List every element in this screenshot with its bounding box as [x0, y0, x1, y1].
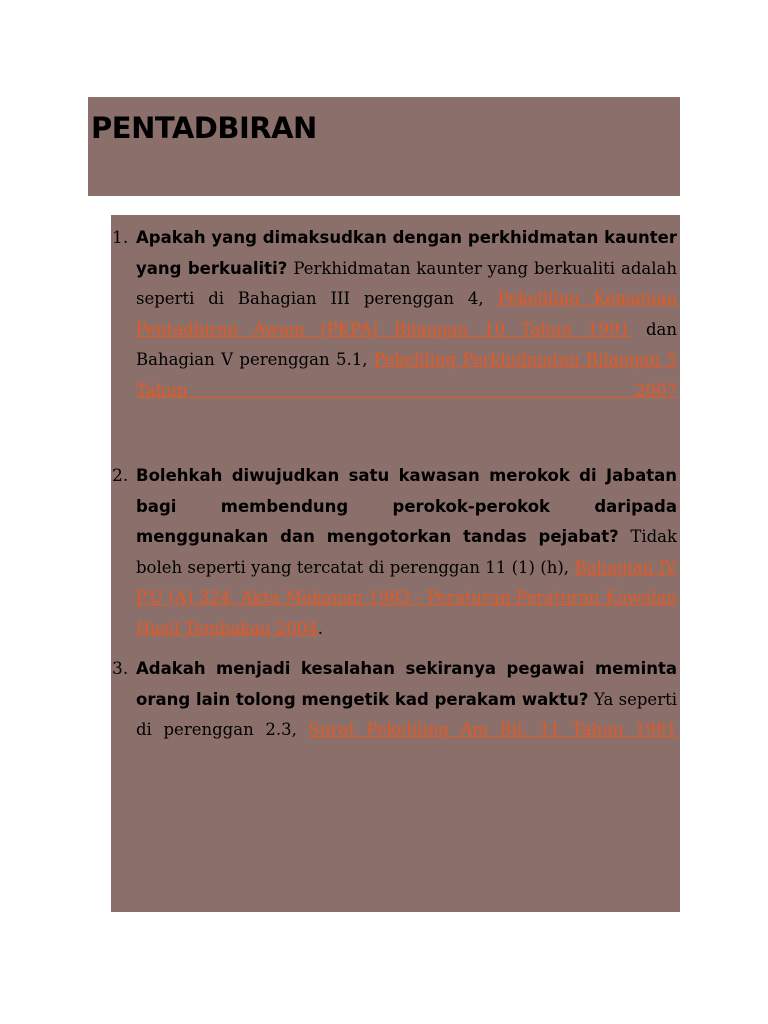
answer-text: dan Bahagian V perenggan 5.1,	[136, 319, 677, 369]
qa-item-2	[111, 461, 677, 644]
circular-link[interactable]: Pekeliling Kemajuan Pentadbiran Awam (PKPA) Bilangan 10 Tahun 1991	[136, 289, 677, 339]
item-number: 1.	[112, 228, 129, 248]
circular-link[interactable]: Pekeliling Perkhidmatan Bilangan 5 Tahun 2007	[136, 350, 677, 400]
page-title: PENTADBIRAN	[91, 111, 317, 145]
regulation-link[interactable]: Bahagian IV P.U (A) 324, Akta Makanan 1983 - Peraturan-Peraturan Kawalan Hasil Tembakau 2004	[136, 557, 677, 638]
circular-link[interactable]: Surat Pekeliling Am Bil. 11 Tahun 1981	[308, 720, 678, 739]
qa-list	[111, 223, 677, 746]
answer-text: Tidak boleh seperti yang tercatat di perenggan 11 (1) (h),	[136, 527, 677, 577]
item-number: 3.	[112, 659, 129, 679]
answer-text: Perkhidmatan kaunter yang berkualiti adalah seperti di Bahagian III perenggan 4,	[136, 258, 677, 308]
header-panel	[88, 97, 680, 196]
question-text: Bolehkah diwujudkan satu kawasan merokok di Jabatan bagi membendung perokok-perokok daripada menggunakan dan mengotorkan tandas pejabat?	[136, 466, 677, 546]
content-panel	[111, 215, 680, 912]
qa-item-3	[111, 654, 677, 746]
question-text: Apakah yang dimaksudkan dengan perkhidmatan kaunter yang berkualiti?	[136, 228, 677, 278]
answer-text: Ya seperti di perenggan 2.3,	[136, 689, 677, 739]
item-number: 2.	[112, 466, 129, 486]
answer-text: .	[317, 618, 323, 638]
qa-item-1	[111, 223, 677, 406]
question-text: Adakah menjadi kesalahan sekiranya pegawai meminta orang lain tolong mengetik kad perakam waktu?	[136, 659, 677, 709]
